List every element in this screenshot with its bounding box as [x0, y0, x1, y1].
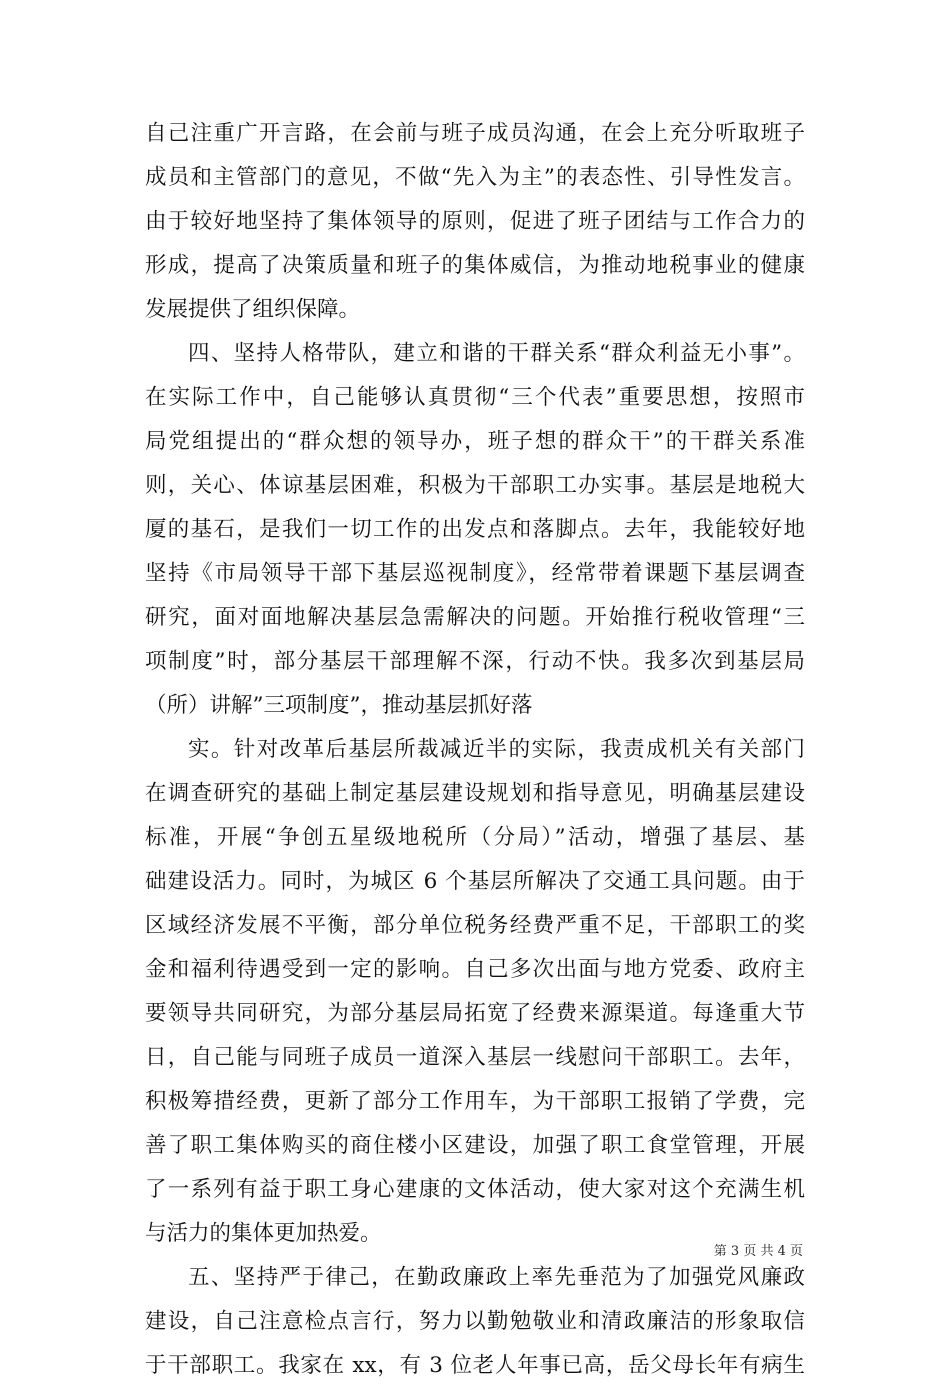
text-line: 善了职工集体购买的商住楼小区建设，加强了职工食堂管理，开展: [145, 1133, 805, 1158]
text-line: 在实际工作中，自己能够认真贯彻“三个代表”重要思想，按照市: [145, 385, 805, 410]
text-line: 形成，提高了决策质量和班子的集体威信，为推动地税事业的健康: [145, 253, 805, 278]
text-line: 发展提供了组织保障。: [145, 297, 361, 322]
text-line: 局党组提出的“群众想的领导办，班子想的群众干”的干群关系准: [145, 429, 805, 454]
paragraph-five-start: 五、坚持严于律己，在勤政廉政上率先垂范为了加强党风廉政: [188, 1265, 805, 1290]
text-line: 自己注重广开言路，在会前与班子成员沟通，在会上充分听取班子: [145, 121, 805, 146]
text-line: 项制度”时，部分基层干部理解不深，行动不快。我多次到基层局: [145, 649, 805, 674]
text-line: 坚持《市局领导干部下基层巡视制度》，经常带着课题下基层调查: [145, 561, 805, 586]
text-line: 要领导共同研究，为部分基层局拓宽了经费来源渠道。每逢重大节: [145, 1001, 805, 1026]
text-line: 积极筹措经费，更新了部分工作用车，为干部职工报销了学费，完: [145, 1089, 805, 1114]
paragraph-four-start: 四、坚持人格带队，建立和谐的干群关系“群众利益无小事”。: [188, 341, 805, 366]
text-line: 于干部职工。我家在 xx，有 3 位老人年事已高，岳父母长年有病生: [145, 1353, 805, 1378]
paragraph-continuation-start: 实。针对改革后基层所裁减近半的实际，我责成机关有关部门: [188, 737, 805, 762]
text-line: （所）讲解”三项制度”，推动基层抓好落: [145, 693, 533, 718]
text-line: 在调查研究的基础上制定基层建设规划和指导意见，明确基层建设: [145, 781, 805, 806]
text-line: 成员和主管部门的意见，不做“先入为主”的表态性、引导性发言。: [145, 165, 805, 190]
text-line: 与活力的集体更加热爱。: [145, 1221, 382, 1246]
text-line: 由于较好地坚持了集体领导的原则，促进了班子团结与工作合力的: [145, 209, 805, 234]
document-body: [145, 112, 805, 1388]
text-line: 建设，自己注意检点言行，努力以勤勉敬业和清政廉洁的形象取信: [145, 1309, 805, 1334]
text-line: 日，自己能与同班子成员一道深入基层一线慰问干部职工。去年，: [145, 1045, 805, 1070]
text-line: 础建设活力。同时，为城区 6 个基层所解决了交通工具问题。由于: [145, 869, 805, 894]
text-line: 金和福利待遇受到一定的影响。自己多次出面与地方党委、政府主: [145, 957, 805, 982]
text-line: 厦的基石，是我们一切工作的出发点和落脚点。去年，我能较好地: [145, 517, 805, 542]
text-line: 了一系列有益于职工身心建康的文体活动，使大家对这个充满生机: [145, 1177, 805, 1202]
text-line: 研究，面对面地解决基层急需解决的问题。开始推行税收管理“三: [145, 605, 805, 630]
text-line: 标准，开展“争创五星级地税所（分局）”活动，增强了基层、基: [145, 825, 805, 850]
text-line: 区域经济发展不平衡，部分单位税务经费严重不足，干部职工的奖: [145, 913, 805, 938]
page-number-footer: 第 3 页 共 4 页: [713, 1244, 803, 1259]
text-line: 则，关心、体谅基层困难，积极为干部职工办实事。基层是地税大: [145, 473, 805, 498]
